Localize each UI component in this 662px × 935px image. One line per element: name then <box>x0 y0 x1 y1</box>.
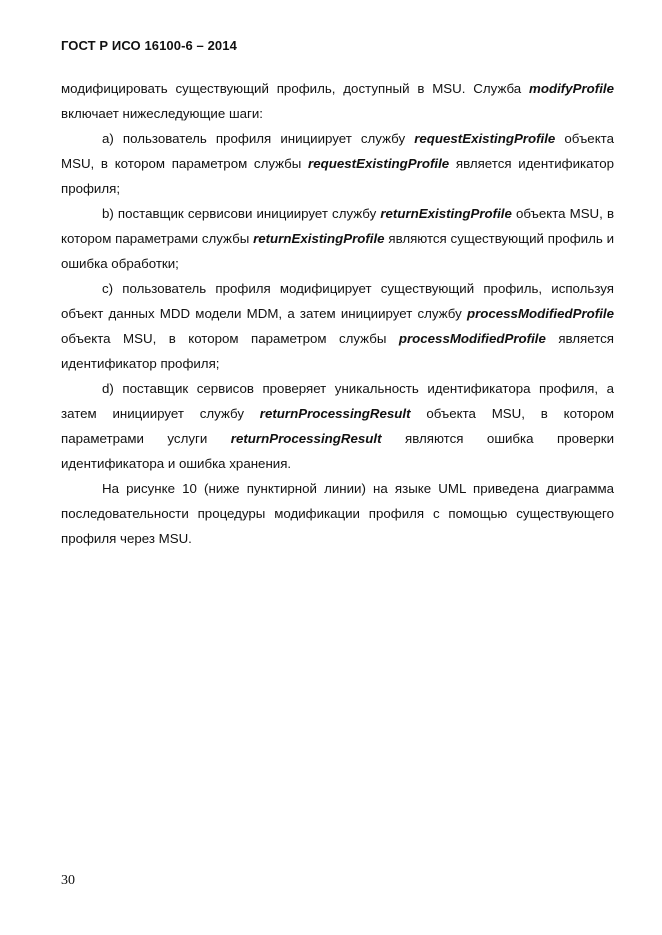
text-run: объекта MSU, в котором параметром службы <box>61 331 399 346</box>
document-body <box>61 76 614 551</box>
text-run: a) пользователь профиля инициирует службу <box>102 131 415 146</box>
paragraph <box>61 76 614 126</box>
paragraph <box>61 201 614 276</box>
service-name: returnExistingProfile <box>380 206 512 221</box>
text-run: является идентификатор профиля; <box>61 156 614 196</box>
text-run: является идентификатор профиля; <box>61 331 615 371</box>
text-run: объекта MSU, в котором параметром службы <box>61 131 614 171</box>
service-name: returnProcessingResult <box>259 406 411 421</box>
service-name: processModifiedProfile <box>398 331 546 346</box>
text-run: модифицировать существующий профиль, доступный в MSU. Служба <box>61 81 530 96</box>
text-run: d) поставщик сервисов проверяет уникальность идентификатора профиля, а затем инициирует службу <box>61 381 614 421</box>
paragraph <box>61 126 614 201</box>
text-run: c) пользователь профиля модифицирует существующий профиль, используя объект данных MDD модели MDM, а затем инициирует службу <box>61 281 614 321</box>
text-run: На рисунке 10 (ниже пунктирной линии) на языке UML приведена диаграмма последовательности процедуры модификации профиля с помощью существующего профиля через MSU. <box>61 481 614 546</box>
document-header: ГОСТ Р ИСО 16100-6 – 2014 <box>61 38 237 53</box>
service-name: returnProcessingResult <box>230 431 382 446</box>
service-name: modifyProfile <box>529 81 614 96</box>
service-name: returnExistingProfile <box>253 231 385 246</box>
text-run: объекта MSU, в котором параметрами услуги <box>61 406 614 446</box>
text-run: включает нижеследующие шаги: <box>61 106 263 121</box>
page-number: 30 <box>61 873 75 888</box>
paragraph <box>61 276 614 376</box>
text-run: являются ошибка проверки идентификатора и ошибка хранения. <box>61 431 614 471</box>
paragraph <box>61 376 614 476</box>
text-run: являются существующий профиль и ошибка обработки; <box>61 231 614 271</box>
service-name: requestExistingProfile <box>308 156 450 171</box>
service-name: requestExistingProfile <box>414 131 556 146</box>
text-run: b) поставщик сервисови инициирует службу <box>102 206 381 221</box>
paragraph <box>61 476 614 551</box>
service-name: processModifiedProfile <box>466 306 614 321</box>
text-run: объекта MSU, в котором параметрами службы <box>61 206 615 246</box>
